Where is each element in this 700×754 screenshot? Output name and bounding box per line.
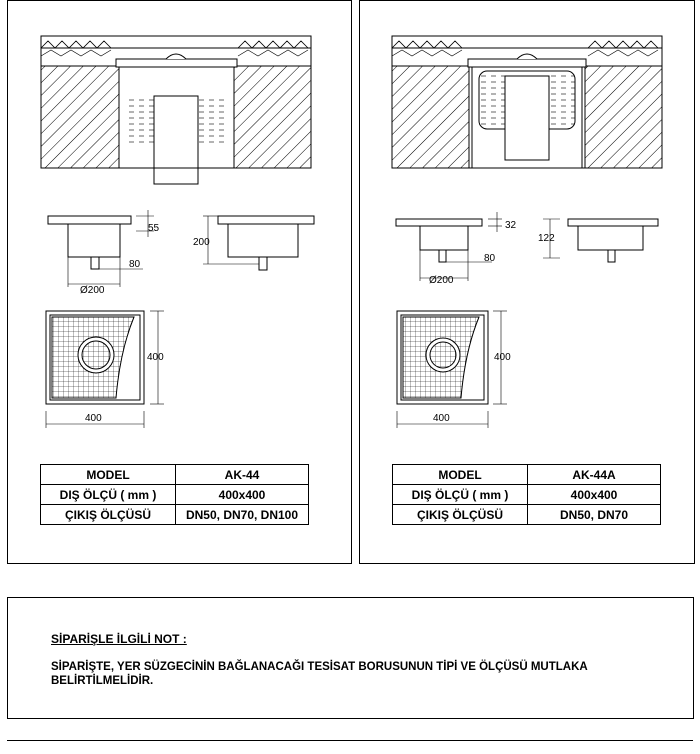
model-panel-ak-44 [7, 0, 352, 564]
ak-44-plan-depth: 400 [147, 352, 164, 363]
table-row [41, 465, 309, 485]
ak-44-plan-view [46, 311, 164, 428]
spec-value: AK-44 [176, 465, 309, 485]
spec-value: DN50, DN70 [528, 505, 661, 525]
ak-44-front-view [193, 216, 314, 270]
ak-44-plan-width: 400 [85, 413, 102, 424]
ak-44-spec-table [40, 464, 309, 525]
ak-44a-front-view [538, 219, 658, 262]
spec-label: ÇIKIŞ ÖLÇÜSÜ [41, 505, 176, 525]
ak-44-spigot-dimension: 80 [129, 259, 141, 270]
ak-44-installation-section [41, 36, 311, 184]
table-row [41, 485, 309, 505]
ak-44a-installation-section [392, 36, 662, 168]
ak-44-top-dimension: 55 [148, 223, 160, 234]
spec-label: ÇIKIŞ ÖLÇÜSÜ [393, 505, 528, 525]
spec-value: 400x400 [528, 485, 661, 505]
table-row [393, 505, 661, 525]
ak-44-diameter-dimension: Ø200 [80, 285, 105, 296]
spec-value: DN50, DN70, DN100 [176, 505, 309, 525]
ak-44a-top-dimension: 32 [505, 220, 517, 231]
ak-44a-spigot-dimension: 80 [484, 253, 496, 264]
ak-44a-height-dimension: 122 [538, 233, 555, 244]
spec-label: MODEL [41, 465, 176, 485]
table-row [393, 465, 661, 485]
spec-value: 400x400 [176, 485, 309, 505]
ak-44a-plan-view [397, 311, 511, 428]
table-row [41, 505, 309, 525]
spec-label: DIŞ ÖLÇÜ ( mm ) [393, 485, 528, 505]
note-title: SİPARİŞLE İLGİLİ NOT : [51, 632, 187, 646]
ak-44-side-view [48, 210, 160, 296]
spec-label: DIŞ ÖLÇÜ ( mm ) [41, 485, 176, 505]
ak-44a-plan-depth: 400 [494, 352, 511, 363]
ak-44a-plan-width: 400 [433, 413, 450, 424]
note-body: SİPARİŞTE, YER SÜZGECİNİN BAĞLANACAĞI TESİSAT BORUSUNUN TİPİ VE ÖLÇÜSÜ MUTLAKA BELİRTİLMELİDİR. [51, 661, 588, 687]
ak-44a-spec-table [392, 464, 661, 525]
ak-44-height-dimension: 200 [193, 237, 210, 248]
model-panel-ak-44a [359, 0, 695, 564]
table-row [393, 485, 661, 505]
order-note-box [7, 597, 694, 719]
bottom-divider [7, 740, 693, 741]
ak-44a-diameter-dimension: Ø200 [429, 275, 454, 286]
spec-label: MODEL [393, 465, 528, 485]
spec-value: AK-44A [528, 465, 661, 485]
ak-44a-side-view [396, 212, 517, 286]
